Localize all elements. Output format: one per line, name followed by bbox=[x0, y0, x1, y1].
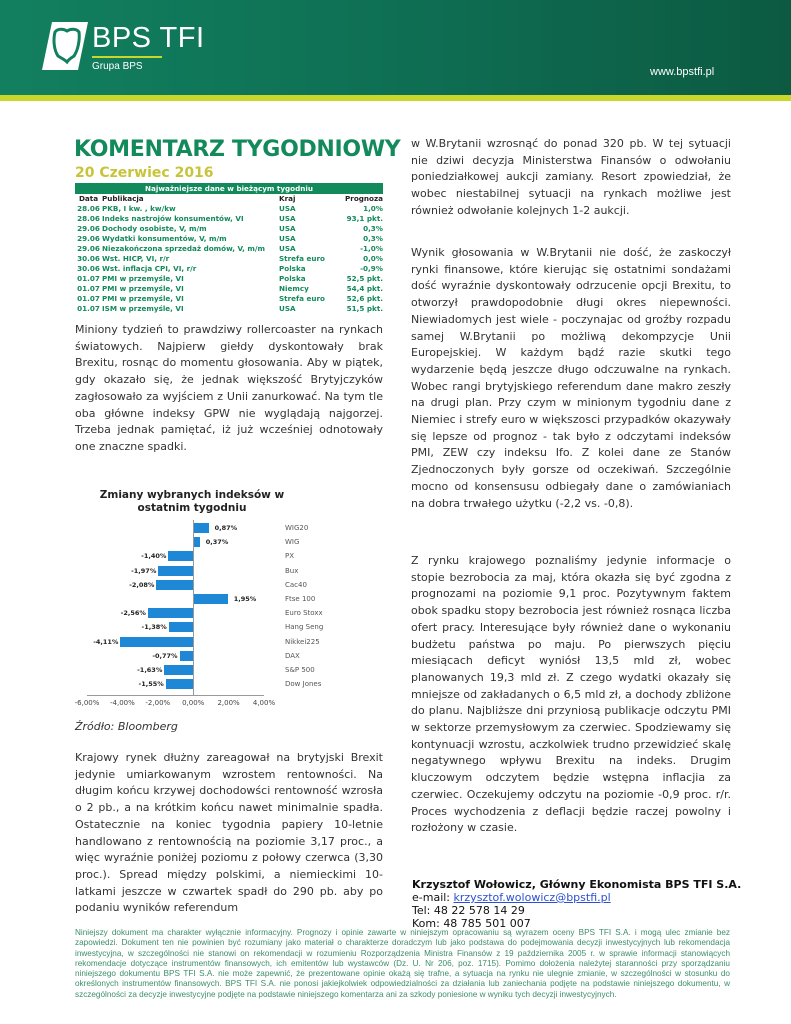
header-banner bbox=[0, 0, 791, 96]
cell-publication: Wst. HICP, VI, r/r bbox=[102, 254, 170, 263]
cell-publication: Wst. inflacja CPI, VI, r/r bbox=[102, 264, 197, 273]
cell-publication: PMI w przemyśle, VI bbox=[102, 294, 184, 303]
author-name: Krzysztof Wołowicz, Główny Ekonomista BPS TFI S.A. bbox=[412, 878, 742, 891]
table-row bbox=[75, 304, 383, 314]
cell-forecast: 1,0% bbox=[363, 204, 383, 213]
cell-date: 01.07 bbox=[77, 284, 100, 293]
cell-date: 28.06 bbox=[77, 204, 100, 213]
cell-date: 29.06 bbox=[77, 224, 100, 233]
category-label: Cac40 bbox=[285, 580, 307, 589]
cell-date: 30.06 bbox=[77, 254, 100, 263]
cell-country: USA bbox=[279, 214, 296, 223]
cell-publication: Niezakończona sprzedaż domów, V, m/m bbox=[102, 244, 265, 253]
cell-forecast: 0,3% bbox=[363, 224, 383, 233]
cell-publication: PKB, I kw. , kw/kw bbox=[102, 204, 176, 213]
x-tick-label: -2,00% bbox=[145, 699, 171, 708]
bar-hang-seng bbox=[169, 622, 193, 632]
cell-date: 01.07 bbox=[77, 294, 100, 303]
bar-value-label: -1,40% bbox=[141, 552, 167, 561]
brand-name: BPS TFI bbox=[92, 22, 205, 54]
cell-forecast: 0,0% bbox=[363, 254, 383, 263]
calendar-header-row bbox=[75, 194, 383, 204]
bar-nikkei225 bbox=[120, 637, 193, 647]
category-label: WIG bbox=[285, 538, 300, 547]
table-row bbox=[75, 214, 383, 224]
table-row bbox=[75, 264, 383, 274]
category-label: PX bbox=[285, 552, 295, 561]
left-paragraph-1: Miniony tydzień to prawdziwy rollercoaster na rynkach światowych. Najpierw giełdy dyskontowały brak Brexitu, rosnąc do momentu głosowania. Aby w piątek, gdy okazało się, że jednak większość Brytyjczyków zagłosowało za wyjściem z Unii zanurkować. Na tym tle oba główne indeksy GPW nie wyglądają najgorzej. Trzeba jednak pamiętać, iż już wcześniej odnotowały one znaczne spadki. bbox=[75, 323, 383, 453]
email-label: e-mail: bbox=[412, 891, 454, 904]
col-forecast: Prognoza bbox=[345, 194, 383, 203]
cell-publication: ISM w przemyśle, VI bbox=[102, 304, 184, 313]
cell-date: 01.07 bbox=[77, 274, 100, 283]
category-label: DAX bbox=[285, 651, 300, 660]
bar-cac40 bbox=[156, 580, 193, 590]
cell-forecast: 51,5 pkt. bbox=[346, 304, 383, 313]
right-paragraph-2: Wynik głosowania w W.Brytanii nie dość, że zaskoczył rynki finansowe, które kierując się ostatnimi sondażami dość wyraźnie dyskontowały odrzucenie opcji Brexitu, to otworzył prawdopodobnie długi okres niepewności. Niewiadomych jest wiele - poczynajac od groźby rozpadu samej W.Brytanii po możliwą dekompzycje Unii Europejskiej. W każdym bądź razie skutki tego wydarzenie będą jeszcze długo odczuwalne na rynkach. Wobec rangi brytyjskiego referendum dane makro zeszły na drugi plan. Przy czym w minionym tygodniu dane z Niemiec i strefy euro w większosci przypadków okazywały się lepsze od prognoz - tak było z odczytami indeksów PMI, ZEW czy indeksu Ifo. Z kolei dane ze Stanów Zjednoczonych były gorsze od oczekiwań. Szczególnie mocno od konsensusu odbiegały dane o zamówianiach na dobra trwałego użytku (-2,2 vs. -0,8). bbox=[411, 246, 731, 510]
cell-forecast: 52,6 pkt. bbox=[346, 294, 383, 303]
x-tick-label: 4,00% bbox=[252, 699, 276, 708]
bar-value-label: -1,63% bbox=[137, 666, 163, 674]
right-paragraph-1: w W.Brytanii wzrosnąć do ponad 320 pb. W tej sytuacji nie dziwi decyzja Ministerstwa Finansów o odwołaniu poniedziałkowej aukcji zamiany. Resort zpowiedział, że wobec niestabilnej sytuacji na rynkach możliwe jest również odwołanie kolejnych 1-2 aukcji. bbox=[411, 137, 731, 217]
cell-date: 30.06 bbox=[77, 264, 100, 273]
table-row bbox=[75, 244, 383, 254]
author-block bbox=[412, 878, 741, 930]
bar-dow-jones bbox=[166, 679, 193, 689]
table-row bbox=[75, 204, 383, 214]
bar-px bbox=[168, 551, 193, 561]
cell-forecast: -0,9% bbox=[360, 264, 383, 273]
col-publication: Publikacja bbox=[102, 194, 144, 203]
x-tick-label: 2,00% bbox=[217, 699, 240, 708]
cell-forecast: 52,5 pkt. bbox=[346, 274, 383, 283]
bar-value-label: 0,37% bbox=[205, 538, 229, 547]
cell-date: 01.07 bbox=[77, 304, 100, 313]
x-tick-label: -6,00% bbox=[74, 699, 100, 708]
calendar-heading: Najważniejsze dane w bieżącym tygodniu bbox=[75, 183, 383, 194]
table-row bbox=[75, 274, 383, 284]
x-tick-label: -4,00% bbox=[110, 699, 135, 708]
category-label: WIG20 bbox=[285, 524, 309, 532]
cell-country: USA bbox=[279, 204, 296, 213]
bar-bux bbox=[158, 566, 193, 576]
x-tick-label: 0,00% bbox=[182, 699, 205, 708]
cell-date: 28.06 bbox=[77, 214, 100, 223]
category-label: Ftse 100 bbox=[285, 595, 316, 603]
bar-wig20 bbox=[193, 523, 208, 533]
cell-country: USA bbox=[279, 244, 296, 253]
disclaimer: Niniejszy dokument ma charakter wyłącznie informacyjny. Prognozy i opinie zawarte w niniejszym opracowaniu są wyrazem oceny BPS TFI S.A. i mogą ulec zmianie bez zapowiedzi. Dokument ten nie powinien być rozumiany jako materiał o charakterze doradczym lub jako podstawa do podejmowania decyzji inwestycyjnych lub rekomendacja inwestycyjna, w szczególności nie stanowi on rekomendacji w rozumieniu Rozporządzenia Ministra Finansów z 19 października 2005 r. w sprawie informacji stanowiących rekomendacje dotyczące instrumentów finansowych, ich emitentów lub wystawców (Dz. U. Nr 206, poz. 1715). Pomimo dołożenia należytej staranności przy sporządzaniu niniejszego dokumentu BPS TFI S.A. nie może zapewnić, że prezentowane opinie okażą się trafne, a sytuacja na rynku nie ulegnie zmianie, w szczególności w stosunku do określonych instrumentów finansowych. BPS TFI S.A. nie ponosi jakiejkolwiek odpowiedzialności za działania lub zaniechania podjęte na podstawie niniejszego dokumentu, w szczególności za decyzje inwestycyjne podjęte na podstawie niniejszego komentarza ani za szkody poniesione w wyniku tych decyzji inwestycyjnych. bbox=[75, 928, 730, 999]
left-paragraph-2: Krajowy rynek dłużny zareagował na brytyjski Brexit jedynie umiarkowanym wzrostem rentowności. Na długim końcu krzywej dochodowści rentowność wzrosła o 2 pb., a na krótkim końcu nawet minimalnie spadła. Ostatecznie na koniec tygodnia papiery 10-letnie handlowano z rentownością na poziomie 3,17 proc., a więc wyraźnie poniżej poziomu z połowy czerwca (3,30 proc.). Spread między polskimi, a niemieckimi 10-latkami jeszcze w czwartek spadł do 290 pb. aby po podaniu wyników referendum bbox=[75, 751, 383, 915]
bar-ftse-100 bbox=[193, 594, 228, 604]
category-label: Dow Jones bbox=[285, 680, 322, 689]
cell-publication: PMI w przemyśle, VI bbox=[102, 274, 184, 283]
cell-forecast: -1,0% bbox=[360, 244, 383, 253]
table-row bbox=[75, 224, 383, 234]
bar-value-label: 0,87% bbox=[214, 524, 238, 532]
bar-value-label: -2,56% bbox=[120, 609, 146, 618]
cell-publication: Wydatki konsumentów, V, m/m bbox=[102, 234, 227, 243]
table-row bbox=[75, 294, 383, 304]
cell-country: Strefa euro bbox=[279, 294, 325, 303]
cell-publication: Indeks nastrojów konsumentów, VI bbox=[102, 214, 244, 223]
author-phone: Tel: 48 22 578 14 29 bbox=[412, 904, 525, 917]
bar-value-label: -1,38% bbox=[141, 623, 167, 632]
category-label: Nikkei225 bbox=[285, 637, 320, 646]
email-link[interactable]: krzysztof.wolowicz@bpstfi.pl bbox=[453, 891, 611, 904]
bar-value-label: -1,55% bbox=[138, 680, 164, 689]
cell-country: Polska bbox=[279, 274, 306, 283]
bar-s-p-500 bbox=[164, 665, 193, 675]
brand-subtitle: Grupa BPS bbox=[92, 61, 143, 72]
bar-value-label: -1,97% bbox=[131, 566, 157, 575]
table-row bbox=[75, 284, 383, 294]
y-axis-line bbox=[193, 520, 194, 695]
cell-country: USA bbox=[279, 224, 296, 233]
cell-forecast: 93,1 pkt. bbox=[346, 214, 383, 223]
cell-country: USA bbox=[279, 234, 296, 243]
bar-value-label: -4,11% bbox=[93, 637, 119, 646]
calendar-table bbox=[75, 183, 383, 314]
category-label: Hang Seng bbox=[285, 623, 324, 632]
bar-euro-stoxx bbox=[148, 608, 193, 618]
cell-publication: Dochody osobiste, V, m/m bbox=[102, 224, 207, 233]
x-axis-line bbox=[87, 695, 264, 696]
cell-country: USA bbox=[279, 304, 296, 313]
cell-country: Niemcy bbox=[279, 284, 309, 293]
index-change-bar-chart bbox=[74, 520, 390, 720]
cell-forecast: 0,3% bbox=[363, 234, 383, 243]
website-link[interactable]: www.bpstfi.pl bbox=[650, 66, 715, 78]
cell-country: Polska bbox=[279, 264, 306, 273]
bar-value-label: -0,77% bbox=[152, 651, 178, 660]
bar-value-label: 1,95% bbox=[233, 595, 257, 603]
category-label: Euro Stoxx bbox=[285, 609, 323, 618]
col-country: Kraj bbox=[279, 194, 296, 203]
bar-value-label: -2,08% bbox=[129, 580, 155, 589]
bar-dax bbox=[180, 651, 194, 661]
cell-country: Strefa euro bbox=[279, 254, 325, 263]
table-row bbox=[75, 254, 383, 264]
report-date: 20 Czerwiec 2016 bbox=[75, 165, 214, 181]
cell-date: 29.06 bbox=[77, 244, 100, 253]
chart-source: Źródło: Bloomberg bbox=[75, 720, 178, 733]
cell-publication: PMI w przemyśle, VI bbox=[102, 284, 184, 293]
category-label: Bux bbox=[285, 566, 299, 575]
cell-date: 29.06 bbox=[77, 234, 100, 243]
bps-logo-icon bbox=[42, 22, 88, 70]
page-title: KOMENTARZ TYGODNIOWY bbox=[74, 137, 401, 162]
category-label: S&P 500 bbox=[285, 666, 315, 674]
cell-forecast: 54,4 pkt. bbox=[346, 284, 383, 293]
chart-title: Zmiany wybranych indeksów w ostatnim tygodniu bbox=[99, 489, 285, 514]
col-date: Data bbox=[78, 194, 99, 203]
table-row bbox=[75, 234, 383, 244]
author-mobile: Kom: 48 785 501 007 bbox=[412, 917, 531, 930]
right-paragraph-3: Z rynku krajowego poznaliśmy jedynie informacje o stopie bezrobocia za maj, która okazła się być zgodna z prognozami na poziomie 9,1 proc. Pozytywnym faktem obok spadku stopy bezrobocia jest również rosnąca liczba ofert pracy. Interesujące były również dane o wykonaniu budżetu państwa po maju. Po pierwszych pięciu miesiącach deficyt wyniósł 13,5 mld zł, wobec planowanych 19,3 mld zł. Z czego wydatki okazały się mniejsze od zakładanych o 6,5 mld zł, a dochody zbliżone do planu. Najbliższe dni przyniosą publikacje odczytu PMI w sektorze przemysłowym za czerwiec. Spodziewamy się kontynuacji wzrostu, aczkolwiek trudno przewidzieć skalę negatywnego wpływu Brexitu na indeks. Drugim kluczowym odczytem będzie wstępna inflacjia za czerwiec. Oczekujemy odczytu na poziomie -0,9 proc. r/r. Proces wychodzenia z deflacji będzie raczej powolny i rozłożony w czasie. bbox=[411, 554, 731, 835]
header-stripe bbox=[0, 95, 791, 101]
brand-underline bbox=[92, 56, 162, 58]
